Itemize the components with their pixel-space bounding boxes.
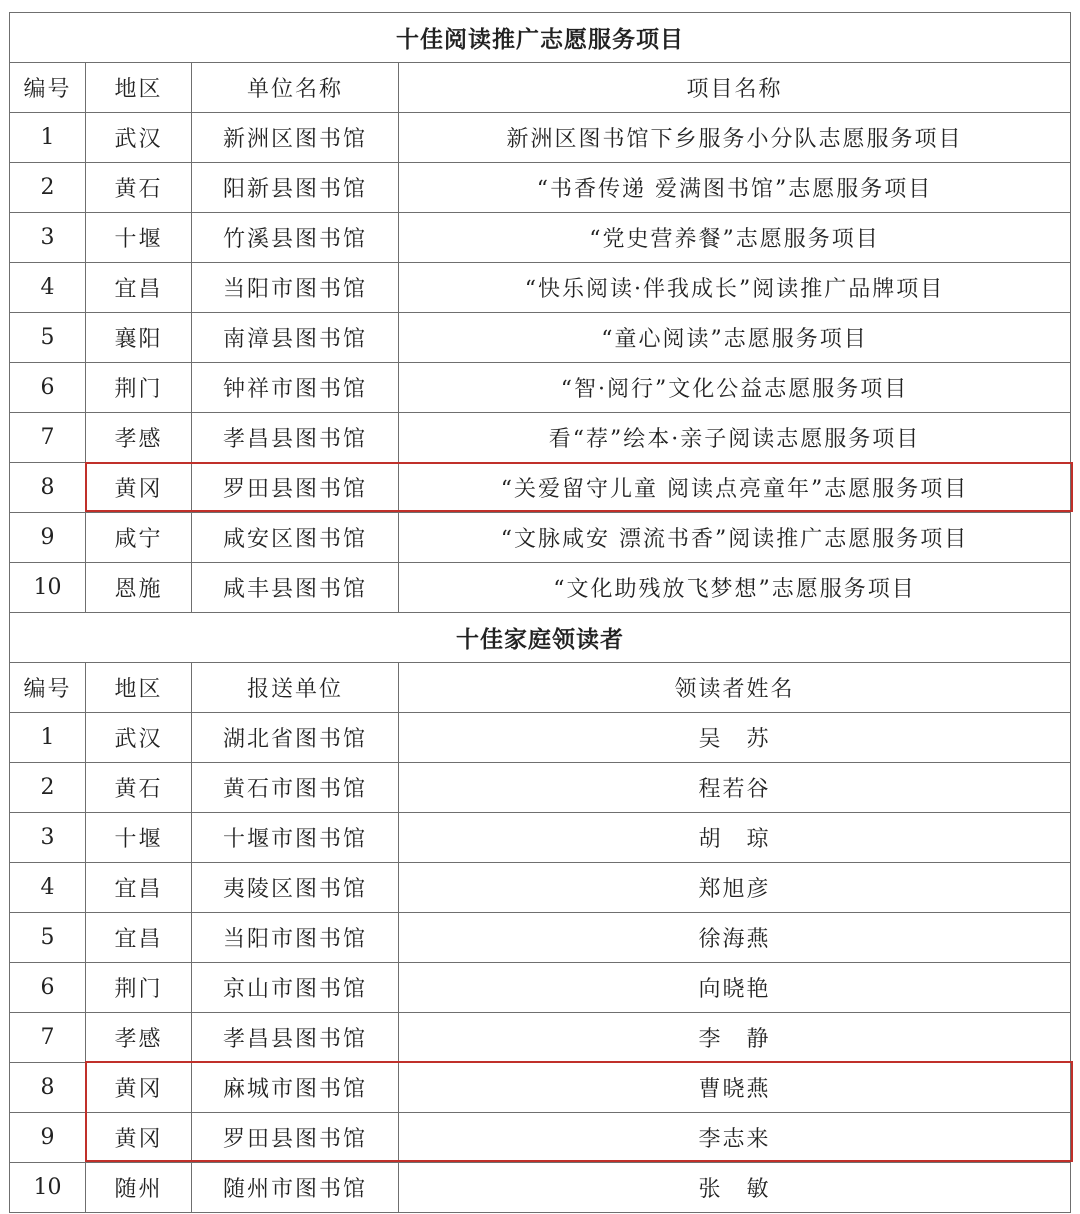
cell-unit: 南漳县图书馆 [192, 313, 399, 363]
column-header-region: 地区 [86, 663, 192, 713]
cell-name: 看“荐”绘本·亲子阅读志愿服务项目 [399, 413, 1071, 463]
column-header-unit: 单位名称 [192, 63, 399, 113]
table-row [10, 563, 1071, 613]
table-row [10, 113, 1071, 163]
cell-name: 向晓艳 [399, 963, 1071, 1013]
cell-unit: 孝昌县图书馆 [192, 413, 399, 463]
cell-region: 宜昌 [86, 263, 192, 313]
cell-number: 10 [10, 563, 86, 613]
cell-number: 5 [10, 913, 86, 963]
cell-number: 5 [10, 313, 86, 363]
cell-number: 6 [10, 963, 86, 1013]
cell-name: “书香传递 爱满图书馆”志愿服务项目 [399, 163, 1071, 213]
cell-unit: 钟祥市图书馆 [192, 363, 399, 413]
header-row [10, 63, 1071, 113]
cell-unit: 竹溪县图书馆 [192, 213, 399, 263]
cell-unit: 孝昌县图书馆 [192, 1013, 399, 1063]
cell-region: 武汉 [86, 113, 192, 163]
table-row [10, 763, 1071, 813]
cell-number: 6 [10, 363, 86, 413]
cell-name: 徐海燕 [399, 913, 1071, 963]
cell-unit: 京山市图书馆 [192, 963, 399, 1013]
cell-number: 2 [10, 163, 86, 213]
column-header-number: 编号 [10, 63, 86, 113]
table-row [10, 163, 1071, 213]
cell-number: 4 [10, 863, 86, 913]
table-row [10, 263, 1071, 313]
cell-name: 张 敏 [399, 1163, 1071, 1213]
cell-region: 黄石 [86, 763, 192, 813]
cell-number: 10 [10, 1163, 86, 1213]
cell-region: 十堰 [86, 813, 192, 863]
cell-name: “快乐阅读·伴我成长”阅读推广品牌项目 [399, 263, 1071, 313]
cell-unit: 夷陵区图书馆 [192, 863, 399, 913]
cell-region: 黄冈 [86, 463, 192, 513]
cell-unit: 罗田县图书馆 [192, 463, 399, 513]
table-row [10, 513, 1071, 563]
cell-region: 孝感 [86, 1013, 192, 1063]
cell-number: 9 [10, 513, 86, 563]
cell-region: 恩施 [86, 563, 192, 613]
cell-number: 7 [10, 1013, 86, 1063]
cell-unit: 新洲区图书馆 [192, 113, 399, 163]
cell-name: 李志来 [399, 1113, 1071, 1163]
cell-name: 吴 苏 [399, 713, 1071, 763]
table-row [10, 213, 1071, 263]
cell-name: 胡 琼 [399, 813, 1071, 863]
cell-region: 武汉 [86, 713, 192, 763]
cell-unit: 麻城市图书馆 [192, 1063, 399, 1113]
cell-region: 黄冈 [86, 1063, 192, 1113]
cell-unit: 随州市图书馆 [192, 1163, 399, 1213]
cell-region: 黄石 [86, 163, 192, 213]
cell-region: 荆门 [86, 363, 192, 413]
table-row [10, 1063, 1071, 1113]
cell-region: 咸宁 [86, 513, 192, 563]
cell-name: “文脉咸安 漂流书香”阅读推广志愿服务项目 [399, 513, 1071, 563]
table-row [10, 813, 1071, 863]
table-row [10, 963, 1071, 1013]
cell-number: 1 [10, 113, 86, 163]
cell-name: “党史营养餐”志愿服务项目 [399, 213, 1071, 263]
cell-number: 8 [10, 1063, 86, 1113]
cell-number: 2 [10, 763, 86, 813]
cell-name: “智·阅行”文化公益志愿服务项目 [399, 363, 1071, 413]
cell-unit: 咸丰县图书馆 [192, 563, 399, 613]
cell-unit: 阳新县图书馆 [192, 163, 399, 213]
cell-unit: 咸安区图书馆 [192, 513, 399, 563]
table-row [10, 1013, 1071, 1063]
column-header-region: 地区 [86, 63, 192, 113]
table-row [10, 363, 1071, 413]
cell-region: 宜昌 [86, 913, 192, 963]
cell-unit: 当阳市图书馆 [192, 913, 399, 963]
cell-number: 7 [10, 413, 86, 463]
cell-region: 荆门 [86, 963, 192, 1013]
cell-unit: 黄石市图书馆 [192, 763, 399, 813]
table-row [10, 913, 1071, 963]
cell-number: 3 [10, 813, 86, 863]
column-header-name: 项目名称 [399, 63, 1071, 113]
cell-number: 9 [10, 1113, 86, 1163]
cell-name: 曹晓燕 [399, 1063, 1071, 1113]
awards-table [9, 12, 1071, 1213]
header-row [10, 663, 1071, 713]
cell-unit: 十堰市图书馆 [192, 813, 399, 863]
cell-region: 十堰 [86, 213, 192, 263]
cell-region: 襄阳 [86, 313, 192, 363]
table-row [10, 1163, 1071, 1213]
cell-number: 1 [10, 713, 86, 763]
column-header-name: 领读者姓名 [399, 663, 1071, 713]
cell-region: 宜昌 [86, 863, 192, 913]
cell-region: 黄冈 [86, 1113, 192, 1163]
awards-table-body [10, 13, 1071, 1213]
cell-unit: 罗田县图书馆 [192, 1113, 399, 1163]
cell-unit: 当阳市图书馆 [192, 263, 399, 313]
cell-name: 郑旭彦 [399, 863, 1071, 913]
cell-number: 4 [10, 263, 86, 313]
table-row [10, 1113, 1071, 1163]
section-title-row [10, 613, 1071, 663]
section-title-row [10, 13, 1071, 63]
section-title: 十佳阅读推广志愿服务项目 [10, 13, 1071, 63]
section-title: 十佳家庭领读者 [10, 613, 1071, 663]
column-header-number: 编号 [10, 663, 86, 713]
cell-name: “童心阅读”志愿服务项目 [399, 313, 1071, 363]
cell-unit: 湖北省图书馆 [192, 713, 399, 763]
cell-name: 新洲区图书馆下乡服务小分队志愿服务项目 [399, 113, 1071, 163]
cell-region: 孝感 [86, 413, 192, 463]
column-header-unit: 报送单位 [192, 663, 399, 713]
table-row [10, 713, 1071, 763]
table-row [10, 463, 1071, 513]
cell-number: 3 [10, 213, 86, 263]
table-row [10, 863, 1071, 913]
cell-name: “关爱留守儿童 阅读点亮童年”志愿服务项目 [399, 463, 1071, 513]
table-row [10, 313, 1071, 363]
table-row [10, 413, 1071, 463]
cell-name: 李 静 [399, 1013, 1071, 1063]
cell-name: 程若谷 [399, 763, 1071, 813]
cell-region: 随州 [86, 1163, 192, 1213]
cell-number: 8 [10, 463, 86, 513]
cell-name: “文化助残放飞梦想”志愿服务项目 [399, 563, 1071, 613]
